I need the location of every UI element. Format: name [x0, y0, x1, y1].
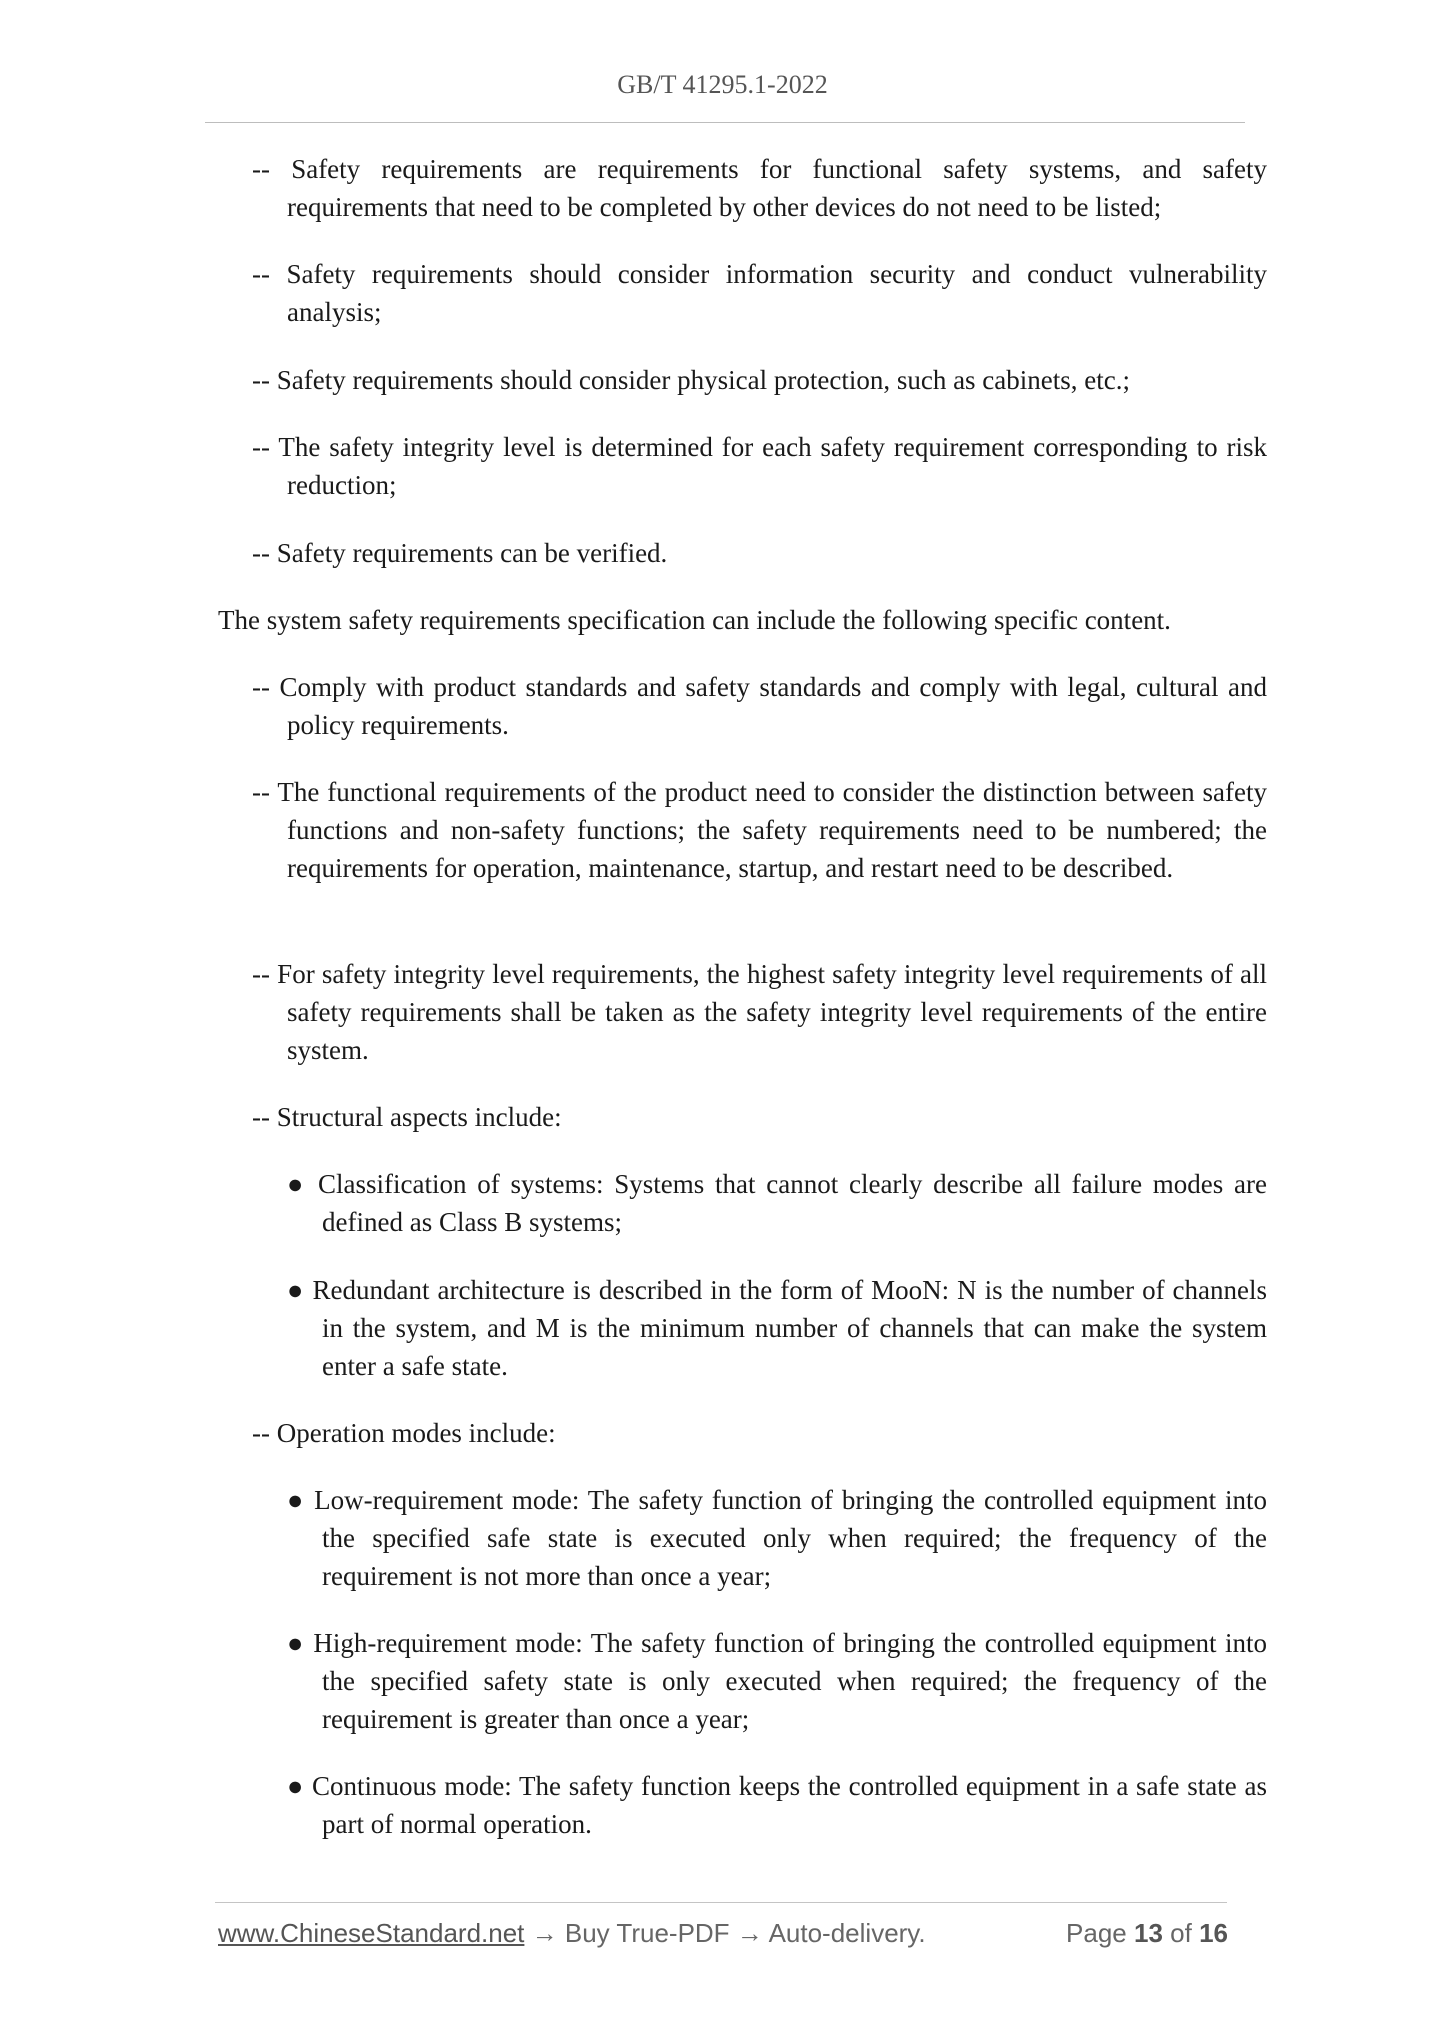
page-footer — [218, 1918, 1228, 1954]
list-item: -- For safety integrity level requirements, the highest safety integrity level requirements of all safety requirements shall be taken as the safety integrity level requirements of the entire system. — [252, 959, 1267, 1065]
footer-left — [218, 1918, 926, 1949]
list-item: -- Comply with product standards and safety standards and comply with legal, cultural and policy requirements. — [252, 672, 1267, 740]
list-item: -- Safety requirements can be verified. — [252, 538, 668, 568]
footer-divider — [215, 1902, 1227, 1903]
list-item: -- The functional requirements of the product need to consider the distinction between safety functions and non-safety functions; the safety requirements need to be numbered; the requirements for operation, maintenance, startup, and restart need to be described. — [252, 777, 1267, 883]
list-item: -- Safety requirements should consider information security and conduct vulnerability analysis; — [252, 259, 1267, 327]
list-item: -- Safety requirements should consider physical protection, such as cabinets, etc.; — [252, 365, 1130, 395]
body-paragraph: The system safety requirements specification can include the following specific content. — [218, 605, 1171, 635]
bullet-item: ● Redundant architecture is described in the form of MooN: N is the number of channels in the system, and M is the minimum number of channels that can make the system enter a safe state. — [287, 1275, 1267, 1381]
page-label: Page — [1066, 1918, 1127, 1948]
footer-tagline: → Buy True-PDF → Auto-delivery. — [524, 1918, 926, 1948]
bullet-item: ● High-requirement mode: The safety function of bringing the controlled equipment into the specified safety state is only executed when required; the frequency of the requirement is greater than once a year; — [287, 1628, 1267, 1734]
list-item: -- Safety requirements are requirements for functional safety systems, and safety requirements that need to be completed by other devices do not need to be listed; — [252, 154, 1267, 222]
list-item: -- Structural aspects include: — [252, 1102, 562, 1132]
list-item: -- The safety integrity level is determined for each safety requirement corresponding to risk reduction; — [252, 432, 1267, 500]
header-divider — [205, 122, 1245, 123]
bullet-item: ● Continuous mode: The safety function keeps the controlled equipment in a safe state as part of normal operation. — [287, 1771, 1267, 1839]
bullet-item: ● Low-requirement mode: The safety function of bringing the controlled equipment into the specified safe state is executed only when required; the frequency of the requirement is not more than once a year; — [287, 1485, 1267, 1591]
website-link[interactable]: www.ChineseStandard.net — [218, 1918, 525, 1948]
list-item: -- Operation modes include: — [252, 1418, 556, 1448]
page-total: 16 — [1199, 1918, 1228, 1948]
page-header-title: GB/T 41295.1-2022 — [617, 70, 828, 99]
page-number — [1066, 1918, 1228, 1949]
page-current: 13 — [1134, 1918, 1163, 1948]
page-of-label: of — [1170, 1918, 1192, 1948]
bullet-item: ● Classification of systems: Systems that cannot clearly describe all failure modes are defined as Class B systems; — [287, 1169, 1267, 1237]
